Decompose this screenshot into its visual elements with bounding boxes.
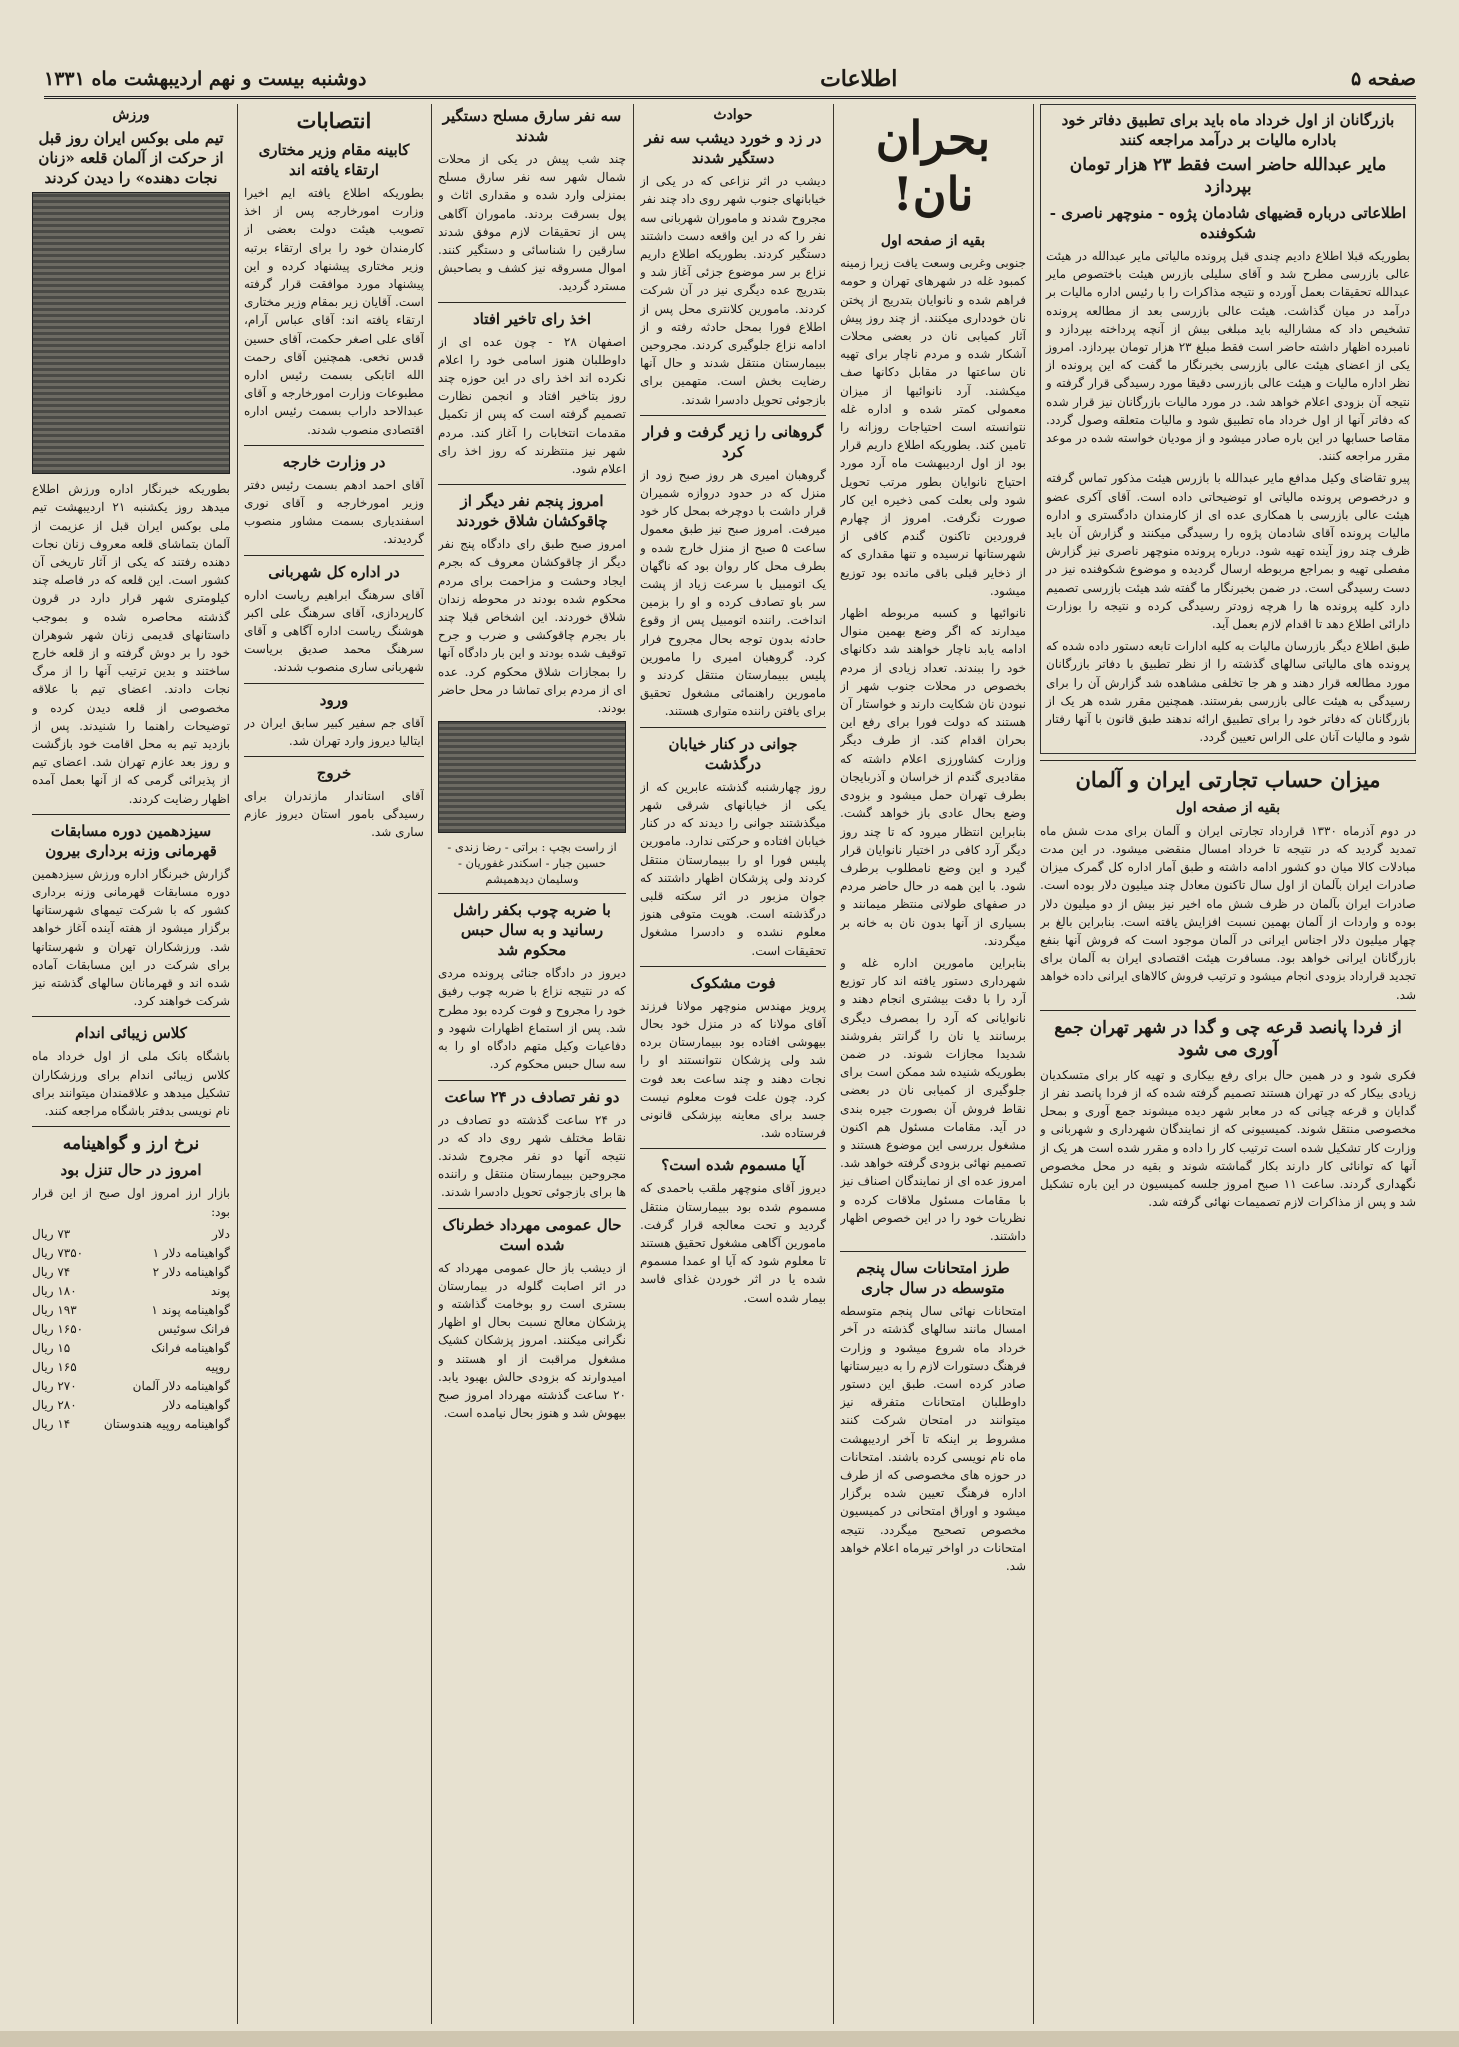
page-number: صفحه ۵ [1350,68,1416,90]
column-rule [1033,104,1034,2024]
accidents-headline: دو نفر تصادف در ۲۴ ساعت [444,1087,620,1106]
rate-name: گواهینامه دلار [162,1397,230,1412]
foreign-ministry-body: آقای احمد ادهم بسمت رئیس دفتر وزیر امورخارجه و آقای نوری اسفندیاری بسمت مشاور منصوب گردیدند. [244,477,424,547]
exchange-rate-row [32,1415,230,1434]
accidents-body: در ۲۴ ساعت گذشته دو تصادف در نقاط مختلف شهر روی داد که در نتیجه آنها دو نفر مجروح شدند. مجروحین ببیمارستان منتقل و راننده ها برای بازجوئی تحویل دادسرا شدند. [438,1112,626,1200]
convicts-photo [438,721,626,833]
poisoned-headline: آیا مسموم شده است؟ [661,1156,805,1175]
rate-name: پوند [210,1283,230,1298]
exams-body: امتحانات نهائی سال پنجم متوسطه امسال مانند سالهای گذشته در آخر خرداد ماه شروع میشود و وزارت فرهنگ دستورات لازم را به دبیرستانها صادر کرده است. طبق این دستور داوطلبان امتحانات متفرقه نیز میتوانند در امتحان شرکت کنند مشروط بر اینکه تا آخر اردیبهشت ماه نام نویسی کرده باشند. امتحانات در حوزه های مخصوصی که از طرف اداره فرهنگ تعیین شده برگزار میشود و اوراق امتحانی در کمیسیون مخصوص تصحیح میگردد. نتیجه امتحانات در اواخر تیرماه اعلام خواهد شد. [840,1304,1026,1574]
column-rule [237,104,238,2024]
bread-body-1: جنوبی وغربی وسعت یافت زیرا زمینه کمبود غله در شهرهای تهران و حومه فراهم شده و نانوایان بتدریج از پختن نان خودداری میکنند. از چند روز پیش آثار کمیابی نان در بعضی محلات آشکار شده و مردم ناچار برای تهیه نان ساعتها در مقابل دکانها صف میکشند. آرد نانوائیها از میزان معمولی کمتر شده و اداره غله نتوانسته است احتیاجات روزانه را تامین کند. بطوریکه اطلاع داریم قرار بود از اول اردیبهشت ماه آرد مورد احتیاج نانوایان بطور مرتب تحویل شود ولی بعلت کمی ذخیره این کار صورت نگرفت. امروز از چهارم فروردین تاکنون گندم کافی از شهرستانها نرسیده و تنها مقداری که از ذخایر قبلی باقی مانده بود توزیع میشود. [840,256,1026,598]
column-events-b [438,104,626,2024]
arrival-headline: ورود [319,690,349,709]
bread-body-2: نانوائیها و کسبه مربوطه اظهار میدارند که اگر وضع بهمین منوال ادامه یابد ناچار خواهند شد دکانهای خود را ببندند. تعداد زیادی از مردم بخصوص در محلات جنوب شهر از نبودن نان شکایت دارند و خواستار آن هستند که دولت فورا برای رفع این بحران اقدام کند. از طرف دیگر وزارت کشاورزی اعلام داشته که مقادیری گندم از خراسان و آذربایجان بطرف تهران حمل میشود و بزودی وضع بحال عادی باز خواهد گشت. بنابراین انتظار میرود که تا چند روز دیگر آرد کافی در اختیار نانوایان قرار گیرد و این وضع نامطلوب برطرف شود. با این همه در حال حاضر مردم در صفهای طولانی منتظر میمانند و بسیاری از آنها بدون نان به خانه بر میگردند. [840,606,1026,948]
exchange-rate-row [32,1282,230,1301]
column-rule [633,104,634,2024]
masthead [44,62,1416,99]
flogging-body: امروز صبح طبق رای دادگاه پنج نفر دیگر از چاقوکشان معروف که بجرم ایجاد وحشت و مزاحمت برای مردم محکوم شده بودند در محوطه زندان شلاق خوردند. این اشخاص قبلا چند بار بجرم چاقوکشی و ضرب و جرح توقیف شده بودند و این بار دادگاه آنها را بمجازات شلاق محکوم کرد. عده ای از مردم برای تماشا در محل حاضر بودند. [438,537,626,716]
exchange-rates-table [32,1225,230,1434]
rate-name: گواهینامه دلار ۱ [152,1245,230,1260]
rate-value: ۲۷۰ ریال [32,1378,77,1393]
section-label-events: حوادث [713,107,753,123]
hit-run-headline: گروهانی را زیر گرفت و فرار کرد [642,422,824,461]
column-sports [32,104,230,2024]
exchange-rate-row [32,1225,230,1244]
issue-date: دوشنبه بیست و نهم اردیبهشت ماه ۱۳۳۱ [44,68,367,90]
flogging-headline: امروز پنجم نفر دیگر از چاقوکشان شلاق خوردند [456,492,608,531]
rate-value: ۱۹۳ ریال [32,1302,77,1317]
tax-body-1: بطوریکه قبلا اطلاع دادیم چندی قبل پرونده مالیاتی مایر عبدالله در هیئت عالی بازرسی مطرح شد و آقای سلیلی بازرس هیئت باختصوص مایر عبدالله تحقیقات بعمل آورده و نتیجه مذاکرات را با رئیس اداره مالیات بر درآمد در میان گذاشت. هیئت عالی بازرسی بعد از مطالعه پرونده تشخیص داد که مشارالیه باید مبلغی بیش از آنچه پرداخته بپردازد و نامبرده اظهار داشته حاضر است فقط مبلغ ۲۳ هزار تومان بپردازد. امروز یکی از اعضای هیئت عالی بازرسی بخبرنگار ما گفت که این پرونده از نظر اداره مالیات و هیئت عالی بازرسی دقیقا مورد رسیدگی قرار گرفته و نتیجه آن بزودی اعلام خواهد شد. در مورد مالیات بازرگانان نیز قرار شده که دفاتر آنها از اول خرداد ماه تطبیق شود و مالیات متعلقه وصول گردد. مقاصا حسابها در این باره صادر میشود و از مودیان خواسته شده در موعد مقرر مراجعه کنند. [1046,249,1410,464]
column-rule [431,104,432,2024]
exchange-rate-row [32,1263,230,1282]
club-sentence-body: دیروز در دادگاه جنائی پرونده مردی که در نتیجه نزاع با ضربه چوب رفیق خود را مجروح و فوت کرده بود مطرح شد. پس از استماع اظهارات شهود و دفاعیات وکیل متهم دادگاه او را به سه سال حبس محکوم کرد. [438,966,626,1072]
section-label-sports: ورزش [112,107,150,123]
mayer-abdullah-headline: مایر عبدالله حاضر است فقط ۲۳ هزار تومان بپردازد [1069,155,1387,197]
exchange-rates-headline: نرخ ارز و گواهینامه [62,1134,200,1155]
arrival-body: آقای جم سفیر کبیر سابق ایران در ایتالیا دیروز وارد تهران شد. [244,715,424,748]
rate-name: فرانک سوئیس [157,1321,230,1336]
rate-value: ۷۳ ریال [32,1226,71,1241]
rate-value: ۷۴ ریال [32,1264,71,1279]
bread-body-3: بنابراین مامورین اداره غله و شهرداری دستور یافته اند کار توزیع آرد را با دقت بیشتری انجام دهند و نانوایانی که آرد را بمصرف دیگری برسانند یا نان را گرانتر بفروشند شدیدا مجازات شوند. در ضمن بطوریکه شنیده شد ممکن است برای جلوگیری از کمیابی نان در بعضی نقاط فروش آن بصورت جیره بندی در آید. مقامات مسئول هم اکنون مشغول بررسی این موضوع هستند و تصمیم نهائی بزودی گرفته خواهد شد. امروز عده ای از نمایندگان اصناف نیز با مقامات مسئول ملاقات کرده و نظریات خود را در این خصوص اظهار داشتند. [840,955,1026,1243]
rate-value: ۱۸۰ ریال [32,1283,77,1298]
exchange-rates-subhead: امروز در حال تنزل بود [60,1161,202,1180]
exchange-rate-row [32,1377,230,1396]
boxing-body: بطوریکه خبرنگار اداره ورزش اطلاع میدهد روز یکشنبه ۲۱ اردیبهشت تیم ملی بوکس ایران قبل از عزیمت از آلمان بتماشای قلعه معروف زنان نجات دهنده رفتند که یکی از آثار تاریخی آن کشور است. این قلعه که در فاصله چند کیلومتری شهر قرار دارد در قرون گذشته محاصره شده و بموجب داستانهای قدیمی زنان شهر شوهران خود را بر دوش گرفته و از قلعه خارج ساختند و بدین ترتیب آنها را از مرگ نجات دادند. اعضای تیم با علاقه مخصوصی از قلعه دیدن کرده و توضیحات راهنما را شنیدند. پس از بازدید تیم به محل اقامت خود بازگشت و روز بعد عازم تهران شد. اعضای تیم از پذیرائی گرمی که از آنها بعمل آمده اظهار رضایت کردند. [32,482,230,806]
poisoned-body: دیروز آقای منوچهر ملقب باحمدی که مسموم شده بود ببیمارستان منتقل گردید و تحت معالجه قرار گرفت. مامورین آگاهی مشغول تحقیق هستند تا معلوم شود که آیا او عمدا مسموم شده یا در اثر خوردن غذای فاسد بیمار شده است. [640,1181,826,1305]
rate-name: گواهینامه دلار ۲ [152,1264,230,1279]
suspicious-death-body: پرویز مهندس منوچهر مولانا فرزند آقای مولانا که در منزل خود بحال بیهوشی افتاده بود ببیمارستان برده شد ولی پزشکان نتوانستند او را نجات دهند و چند ساعت بعد فوت کرد. چون علت فوت معلوم نیست جسد برای معاینه بپزشکی قانونی فرستاده شد. [640,998,826,1141]
continued-note: بقیه از صفحه اول [880,233,986,249]
rate-name: گواهینامه فرانک [151,1340,230,1355]
exchange-rates-note: بازار ارز امروز اول صبح از این قرار بود: [32,1186,230,1219]
rate-value: ۱۴ ریال [32,1416,71,1431]
exams-note-headline: جوانی در کنار خیابان درگذشت [668,734,798,773]
brawl-headline: در زد و خورد دیشب سه نفر دستگیر شدند [644,129,822,168]
iran-germany-body: در دوم آذرماه ۱۳۳۰ قرارداد تجارتی ایران و آلمان برای مدت شش ماه تمدید گردید که در نتیجه تا خرداد امسال منقضی میشود. در این مدت مبادلات کالا میان دو کشور ادامه داشته و طبق آمار اداره کل گمرک میزان صادرات ایران بآلمان از اول سال تاکنون معادل چند میلیون دلار بوده است. صادرات ایران بآلمان در ظرف شش ماه اخیر نیز بیش از دو میلیون دلار بوده و واردات از آلمان بهمین نسبت افزایش یافته است. بنابراین بالغ بر چهار میلیون دلار اجناس ایرانی در آلمان موجود است که فروش آنها بنفع بازرگانان ایرانی خواهد بود. مسافرت هیئت اقتصادی ایران به آلمان برای تجدید قرارداد بزودی انجام میشود و ترتیب فروش کالاهای ایرانی داده خواهد شد. [1040,823,1416,1002]
weightlifting-headline: سیزدهمین دوره مسابقات قهرمانی وزنه برداری بیرون [45,821,217,860]
column-appointments [244,104,424,2024]
iran-germany-headline: میزان حساب تجارتی ایران و آلمان [1075,767,1381,793]
vote-delay-headline: اخذ رای تاخیر افتاد [472,309,592,328]
foreign-ministry-headline: در وزارت خارجه [282,452,386,471]
exchange-rate-row [32,1301,230,1320]
column-events-a [640,104,826,2024]
fitness-class-body: باشگاه بانک ملی از اول خرداد ماه کلاس زیبائی اندام برای ورزشکاران تشکیل میدهد و علاقمندان میتوانند برای نام نویسی بدفتر باشگاه مراجعه کنند. [32,1049,230,1119]
column-bread-crisis [840,104,1026,2024]
promotion-headline: کابینه مقام وزیر مختاری ارتقاء یافته اند [258,141,410,179]
departure-body: آقای استاندار مازندران برای رسیدگی بامور استان دیروز عازم ساری شد. [244,789,424,840]
rate-value: ۱۶۵۰ ریال [32,1321,84,1336]
brawl-body: دیشب در اثر نزاعی که در یکی از خیابانهای جنوب شهر روی داد چند نفر مجروح شدند و ماموران شهربانی سه نفر را که در این واقعه دست داشتند دستگیر کردند. بطوریکه اطلاع داریم نزاع بر سر موضوع جزئی آغاز شد و بتدریج عده دیگری نیز در آن شرکت کردند. مامورین کلانتری محل پس از اطلاع فورا بمحل حادثه رفته و از ادامه نزاع جلوگیری کردند. مجروحین ببیمارستان منتقل شدند و حال آنها رضایت بخش است. متهمین برای بازجوئی تحویل دادسرا شدند. [640,174,826,407]
fitness-class-headline: کلاس زیبائی اندام [75,1024,187,1043]
boxing-team-photo [32,192,230,474]
tax-headline: بازرگانان از اول خرداد ماه باید برای تطبیق دفاتر خود باداره مالیات بر درآمد مراجعه کنند [1061,111,1395,149]
suspicious-death-headline: فوت مشکوک [690,973,776,992]
exchange-rate-row [32,1396,230,1415]
departure-headline: خروج [316,764,352,783]
exchange-rate-row [32,1339,230,1358]
rate-value: ۲۸۰ ریال [32,1397,77,1412]
appointments-headline: انتصابات [296,108,372,133]
armed-thieves-body: چند شب پیش در یکی از محلات شمال شهر سه نفر سارق مسلح بمنزلی وارد شده و مقداری اثاث و پول بسرقت بردند. ماموران آگاهی پس از تحقیقات لازم موفق شدند سارقین را شناسائی و دستگیر کنند. اموال مسروقه نیز کشف و بصاحبش مسترد گردید. [438,152,626,294]
weightlifting-body: گزارش خبرنگار اداره ورزش سیزدهمین دوره مسابقات قهرمانی وزنه برداری کشور که با شرکت تیمهای شهرستانها برگزار میشود از هفته آینده آغاز خواهد شد. ورزشکاران تهران و شهرستانها برای شرکت در این مسابقات آماده شده اند و قهرمانان سالهای گذشته نیز شرکت خواهند کرد. [32,866,230,1009]
tax-article [1040,104,1416,754]
rate-value: ۷۳۵۰ ریال [32,1245,84,1260]
column-tax-trade [1040,104,1416,2024]
convicts-photo-caption: از راست بچپ : براتی - رضا زندی - حسین جبار - اسکندر غفوریان - وسلیمان دیدهمیشم [447,840,617,887]
exchange-rate-row [32,1244,230,1263]
exams-headline: طرز امتحانات سال پنجم متوسطه در سال جاری [856,1259,1010,1298]
rate-name: گواهینامه روپیه هندوستان [103,1416,230,1431]
vote-delay-body: اصفهان ۲۸ - چون عده ای از داوطلبان هنوز اسامی خود را اعلام نکرده اند اخذ رای در این حوزه چند روز بتاخیر افتاد و انجمن نظارت تصمیم گرفته است که پس از تکمیل مقدمات انتخابات را آغاز کند. مردم شهر نیز منتظرند که روز اخذ رای اعلام شود. [438,334,626,477]
bread-crisis-title: بحران نان! [875,111,991,221]
exchange-rate-row [32,1358,230,1377]
continued-note: بقیه از صفحه اول [1175,800,1281,817]
newspaper-title: اطلاعات [820,66,898,92]
promotion-body: بطوریکه اطلاع یافته ایم اخیرا وزارت امورخارجه پس از اخذ تصویب هیئت دولت بعضی از کارمندان خود را برای ارتقاء برتبه وزیر مختاری پیشنهاد کرده و این پیشنهاد مورد موافقت قرار گرفته است. آقایان زیر بمقام وزیر مختاری ارتقاء یافته اند: آقای عباس آرام، آقای علی اصغر حکمت، آقای حسین قدس نخعی. همچنین آقای رحمت الله اتابکی بسمت رئیس اداره مطبوعات وزارت امورخارجه و آقای عبدالاحد داراب بسمت رئیس اداره اقتصادی منصوب شدند. [244,186,424,437]
mehrdad-body: از دیشب باز حال عمومی مهرداد که در اثر اصابت گلوله در بیمارستان بستری است رو بوخامت گذاشته و پزشکان معالج نسبت بحال او اظهار نگرانی میکنند. امروز پزشکان کشیک مشغول مراقبت از او هستند و امیدوارند که بزودی حالش بهبود یابد. ۲۰ ساعت گذشته مهرداد امروز صبح بیهوش شد و هنوز بحال نیامده است. [438,1260,626,1421]
tax-body-2: پیرو تقاضای وکیل مدافع مایر عبدالله با بازرس هیئت مذکور تماس گرفته و درخصوص پرونده مالیاتی او توضیحاتی داده است. آقای آکری عضو هیئت عالی بازرسی با همکاری عده ای از کارمندان دادگستری و اداره مالیات پرونده آقای شادمان پژوه را رسیدگی میکنند و گزارش آن باید ظرف چند روز آینده تهیه شود. درباره پرونده منوچهر ناصری نیز گزارش مفصلی تهیه و بمراجع مربوطه ارسال گردیده و موضوع شکوفنده نیز در دست رسیدگی است. در ضمن بخبرنگار ما گفته شد هیئت بازرسی تصمیم دارد کلیه پرونده ها را هرچه زودتر رسیدگی کرده و نتیجه را بوزارت دارائی اطلاع دهد تا اقدام لازم بعمل آید. [1046,471,1410,632]
rate-value: ۱۵ ریال [32,1340,71,1355]
tax-body-3: طبق اطلاع دیگر بازرسان مالیات به کلیه ادارات تابعه دستور داده شده که پرونده های مالیاتی سالهای گذشته را از نظر تطبیق با دفاتر بازرگانان مورد مطالعه قرار دهند و هر جا تخلفی مشاهده شد گزارش آن را برای رسیدگی به هیئت عالی بازرسی بفرستند. همچنین مقرر شده هر یک از بازرگانان که دفاتر خود را برای تطبیق ارائه ندهند طبق قانون با آنها رفتار شود و مالیات آنان علی الراس تعیین گردد. [1046,639,1410,745]
armed-thieves-headline: سه نفر سارق مسلح دستگیر شدند [442,107,622,145]
beggars-body: فکری شود و در همین حال برای رفع بیکاری و تهیه کار برای متسکدیان زیادی بیکار که در تهران هستند تصمیم گرفته شده که از فردا پانصد نفر از گدایان و قرعه چیانی که در معابر شهر دیده میشوند جمع آوری و بمحل مخصوصی منتقل شوند. کمیسیونی که از نمایندگان شهرداری و شهربانی و وزارت کار تشکیل شده است ترتیب کار را داده و مقرر شده است هر یک از آنها که توانائی کار دارند بکار گماشته شوند و بقیه در محل مخصوص نگهداری گردند. ساعت ۱۱ صبح امروز جلسه کمیسیون در این باره تشکیل شد و پس از مذاکرات لازم تصمیمات نهائی گرفته شد. [1040,1067,1416,1210]
hit-run-body: گروهبان امیری هر روز صبح زود از منزل که در حدود دروازه شمیران قرار داشت با دوچرخه بمحل کار خود میرفت. امروز صبح نیز طبق معمول ساعت ۵ صبح از منزل خارج شده و بطرف محل کار روان بود که ناگهان یک اتومبیل با سرعت زیاد از پشت سر باو تصادف کرده و او را بزمین انداخت. راننده اتومبیل پس از وقوع حادثه بدون توجه بحال مجروح فرار کرد. گروهبان امیری را مامورین پلیس ببیمارستان منتقل کردند و مامورین راهنمائی مشغول تحقیق برای یافتن راننده متواری هستند. [640,467,826,719]
rate-name: گواهینامه پوند ۱ [151,1302,230,1317]
boxing-headline: تیم ملی بوکس ایران روز قبل از حرکت از آلمان قلعه «زنان نجات دهنده» را دیدن کردند [38,129,224,188]
rate-name: دلار [212,1226,230,1241]
rate-name: گواهینامه دلار آلمان [132,1378,230,1393]
police-headline: در اداره کل شهربانی [268,562,400,581]
mehrdad-headline: حال عمومی مهرداد خطرناک شده است [442,1215,622,1254]
rate-value: ۱۶۵ ریال [32,1359,77,1374]
exchange-rate-row [32,1320,230,1339]
club-sentence-headline: با ضربه چوب بکفر راشل رسانید و به سال حبس محکوم شد [453,901,611,960]
cases-headline: اطلاعاتی درباره قضیهای شادمان پژوه - منوچهر ناصری - شکوفنده [1049,204,1407,242]
beggars-headline: از فردا پانصد قرعه چی و گدا در شهر تهران جمع آوری می شود [1054,1017,1402,1060]
police-body: آقای سرهنگ ابراهیم ریاست اداره کارپردازی، آقای سرهنگ علی اکبر هوشنگ ریاست اداره آگاهی و آقای سرهنگ محمد صدیق بریاست شهربانی ساری منصوب شدند. [244,587,424,675]
column-rule [833,104,834,2024]
rate-name: روپیه [205,1359,230,1374]
young-man-body: روز چهارشنبه گذشته عابرین که از یکی از خیابانهای شرقی شهر میگذشتند جوانی را دیدند که در کنار خیابان افتاده و حرکتی ندارد. مامورین پلیس فورا او را ببیمارستان منتقل کردند ولی پزشکان اظهار داشتند که جوان مزبور در اثر سکته قلبی درگذشته است. هویت متوفی هنوز معلوم نشده و دادسرا مشغول تحقیقات است. [640,779,826,958]
footer-strip [0,2031,1459,2047]
